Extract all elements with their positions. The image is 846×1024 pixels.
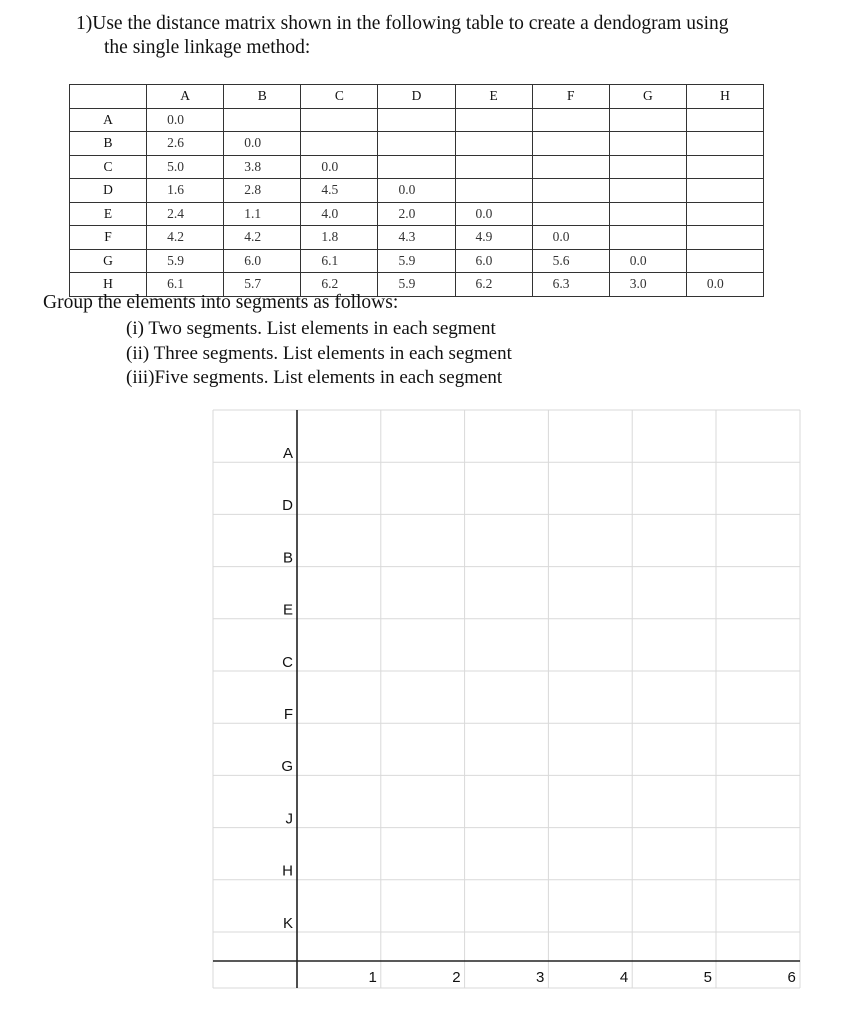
matrix-column-header: C bbox=[301, 85, 378, 109]
leaf-label: G bbox=[281, 758, 293, 776]
leaf-label: D bbox=[282, 497, 293, 515]
matrix-cell: 0.0 bbox=[455, 202, 532, 226]
leaf-label: J bbox=[285, 810, 293, 828]
matrix-cell: 2.4 bbox=[147, 202, 224, 226]
leaf-label: K bbox=[282, 914, 293, 932]
grouping-item: (i) Two segments. List elements in each segment bbox=[126, 318, 496, 339]
matrix-cell: 0.0 bbox=[378, 179, 455, 203]
matrix-cell: 0.0 bbox=[301, 155, 378, 179]
matrix-cell: 3.8 bbox=[224, 155, 301, 179]
matrix-column-header: E bbox=[455, 85, 532, 109]
matrix-column-header: F bbox=[532, 85, 609, 109]
question-line-1: 1)Use the distance matrix shown in the following table to create a dendogram using bbox=[76, 13, 729, 34]
matrix-row-header: G bbox=[70, 249, 147, 273]
grouping-item: (ii) Three segments. List elements in each segment bbox=[126, 342, 512, 364]
matrix-row-header: A bbox=[70, 108, 147, 132]
axis-tick-label: 2 bbox=[452, 969, 461, 986]
matrix-cell: 0.0 bbox=[147, 108, 224, 132]
matrix-cell: 0.0 bbox=[686, 273, 763, 297]
matrix-cell: 4.5 bbox=[301, 179, 378, 203]
leaf-label: F bbox=[283, 706, 293, 723]
leaf-label: C bbox=[282, 653, 293, 671]
matrix-cell: 6.1 bbox=[301, 249, 378, 273]
matrix-cell: 0.0 bbox=[532, 226, 609, 250]
axis-tick-label: 6 bbox=[787, 969, 796, 986]
matrix-cell: 5.9 bbox=[378, 273, 455, 297]
matrix-cell: 5.9 bbox=[147, 249, 224, 273]
matrix-cell: 1.8 bbox=[301, 226, 378, 250]
matrix-cell: 4.0 bbox=[301, 202, 378, 226]
matrix-cell: 6.1 bbox=[147, 273, 224, 297]
matrix-column-header: A bbox=[147, 85, 224, 109]
matrix-row-header: D bbox=[70, 179, 147, 203]
matrix-cell: 6.2 bbox=[455, 273, 532, 297]
leaf-label: B bbox=[282, 549, 293, 567]
matrix-column-header: B bbox=[224, 85, 301, 109]
matrix-row-header: E bbox=[70, 202, 147, 226]
matrix-cell: 4.9 bbox=[455, 226, 532, 250]
matrix-cell: 1.6 bbox=[147, 179, 224, 203]
matrix-cell: 0.0 bbox=[224, 132, 301, 156]
matrix-cell: 4.2 bbox=[147, 226, 224, 250]
axis-tick-label: 1 bbox=[368, 969, 377, 986]
matrix-cell: 2.0 bbox=[378, 202, 455, 226]
matrix-row-header: F bbox=[70, 226, 147, 250]
grouping-heading: Group the elements into segments as follows: bbox=[43, 292, 399, 313]
matrix-row-header: B bbox=[70, 132, 147, 156]
matrix-cell: 1.1 bbox=[224, 202, 301, 226]
matrix-cell: 6.0 bbox=[224, 249, 301, 273]
axis-tick-label: 4 bbox=[619, 969, 629, 986]
matrix-row-header: C bbox=[70, 155, 147, 179]
matrix-cell: 3.0 bbox=[609, 273, 686, 297]
matrix-column-header: D bbox=[378, 85, 455, 109]
matrix-cell: 4.2 bbox=[224, 226, 301, 250]
matrix-cell: 0.0 bbox=[609, 249, 686, 273]
matrix-cell: 4.3 bbox=[378, 226, 455, 250]
leaf-label: H bbox=[282, 862, 293, 880]
matrix-cell: 2.6 bbox=[147, 132, 224, 156]
matrix-column-header: H bbox=[686, 85, 763, 109]
matrix-cell: 6.3 bbox=[532, 273, 609, 297]
question-line-2: the single linkage method: bbox=[104, 37, 311, 58]
axis-tick-label: 3 bbox=[536, 969, 545, 986]
matrix-cell: 6.0 bbox=[455, 249, 532, 273]
leaf-label: A bbox=[282, 445, 293, 462]
matrix-cell: 5.0 bbox=[147, 155, 224, 179]
axis-tick-label: 5 bbox=[703, 969, 712, 986]
grouping-item: (iii)Five segments. List elements in each segment bbox=[126, 367, 503, 388]
matrix-cell: 6.2 bbox=[301, 273, 378, 297]
matrix-cell: 5.7 bbox=[224, 273, 301, 297]
matrix-cell: 2.8 bbox=[224, 179, 301, 203]
leaf-label: E bbox=[282, 601, 293, 619]
matrix-cell: 5.6 bbox=[532, 249, 609, 273]
matrix-column-header: G bbox=[609, 85, 686, 109]
matrix-row-header: H bbox=[70, 273, 147, 297]
matrix-cell: 5.9 bbox=[378, 249, 455, 273]
